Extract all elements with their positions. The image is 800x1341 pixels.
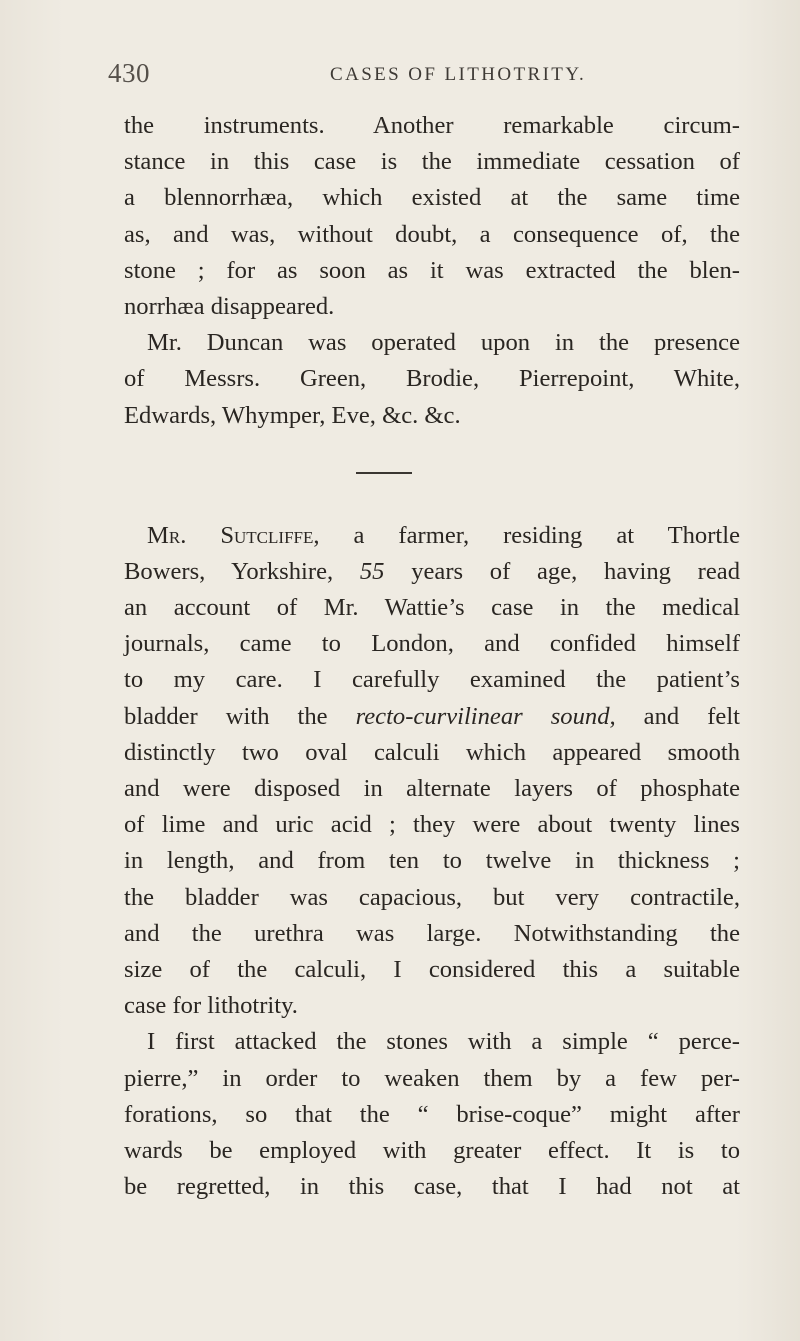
section-divider — [356, 472, 412, 474]
paragraph-1 — [124, 108, 740, 325]
text-line: I first attacked the stones with a simple “ perce- — [147, 1028, 740, 1056]
text-line: and the urethra was large. Notwithstanding the — [124, 919, 740, 947]
page-number: 430 — [108, 58, 150, 88]
patient-name: Mr. Sutcliffe, — [147, 521, 320, 549]
text-run: a farmer, residing at Thortle — [319, 521, 740, 549]
paragraph-3 — [124, 518, 740, 1025]
text-line: Mr. Duncan was operated upon in the presence — [147, 329, 740, 357]
text-line: in length, and from ten to twelve in thickness ; — [124, 847, 740, 875]
text-line: journals, came to London, and confided himself — [124, 630, 740, 658]
text-line: forations, so that the “ brise-coque” might after — [124, 1100, 740, 1128]
text-run: and felt — [615, 702, 740, 730]
text-line: and were disposed in alternate layers of phosphate — [124, 775, 740, 802]
text-line — [124, 699, 740, 735]
text-line: as, and was, without doubt, a consequence of, the — [124, 220, 740, 248]
text-run: bladder with the — [124, 702, 356, 730]
running-title: CASES OF LITHOTRITY. — [330, 64, 587, 85]
text-line: distinctly two oval calculi which appeared smooth — [124, 738, 740, 766]
text-line — [124, 554, 740, 590]
text-run: years of age, having read — [384, 557, 740, 585]
text-run: Bowers, Yorkshire, — [124, 557, 360, 585]
page-header — [108, 58, 748, 90]
text-line: be regretted, in this case, that I had not at — [124, 1173, 740, 1201]
text-line: the bladder was capacious, but very contractile, — [124, 883, 740, 911]
text-line: a blennorrhæa, which existed at the same time — [124, 184, 740, 212]
text-line: Edwards, Whymper, Eve, &c. &c. — [124, 401, 461, 429]
text-line: of lime and uric acid ; they were about twenty lines — [124, 811, 740, 839]
text-line: stone ; for as soon as it was extracted the blen- — [124, 256, 740, 284]
text-line — [124, 518, 740, 554]
instrument-name: recto-curvilinear sound, — [355, 702, 616, 730]
text-line: case for lithotrity. — [124, 992, 298, 1020]
body-text — [124, 108, 740, 1205]
text-line: of Messrs. Green, Brodie, Pierrepoint, White, — [124, 365, 740, 393]
text-line: the instruments. Another remarkable circum- — [124, 112, 740, 139]
text-line: an account of Mr. Wattie’s case in the medical — [124, 594, 740, 622]
paragraph-2 — [124, 325, 740, 434]
patient-age: 55 — [359, 557, 385, 585]
text-line: wards be employed with greater effect. It is to — [124, 1136, 740, 1164]
text-line: size of the calculi, I considered this a suitable — [124, 955, 740, 983]
paragraph-4 — [124, 1024, 740, 1205]
text-line: norrhæa disappeared. — [124, 292, 335, 320]
text-line: pierre,” in order to weaken them by a few per- — [124, 1064, 740, 1092]
text-line: to my care. I carefully examined the patient’s — [124, 666, 740, 694]
text-line: stance in this case is the immediate cessation of — [124, 148, 740, 176]
